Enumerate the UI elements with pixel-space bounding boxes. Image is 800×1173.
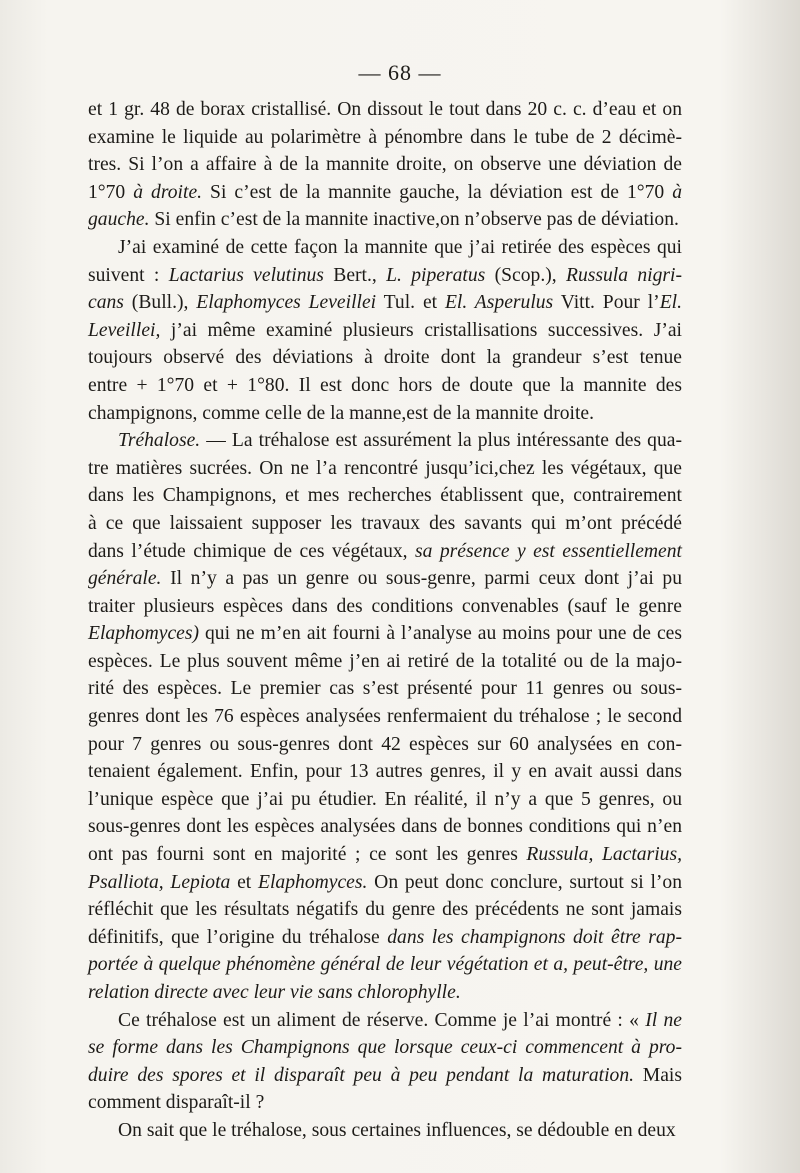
paragraph-dedouble <box>88 1117 682 1145</box>
text-line <box>88 1117 682 1145</box>
text-run: Bert., <box>323 264 387 286</box>
text-run: Si enfin c’est de la mannite inactive,on n’observe pas de déviation. <box>149 209 679 231</box>
text-line <box>88 1089 682 1117</box>
text-run: et <box>230 871 259 893</box>
italic-text: se forme dans les Champignons que lorsque ceux-ci commencent à pro- <box>88 1037 682 1059</box>
italic-text: Tréhalose. <box>118 430 201 452</box>
italic-text: El. Asperulus <box>444 292 554 314</box>
italic-text: cans <box>88 292 124 314</box>
text-run: champignons, comme celle de la manne,est de la mannite droite. <box>88 402 594 424</box>
italic-text: à <box>672 181 683 203</box>
text-run: On sait que le tréhalose, sous certaines influences, se dédouble en deux <box>118 1119 676 1141</box>
text-line <box>88 924 682 952</box>
text-line <box>88 344 682 372</box>
italic-text: Russula nigri- <box>565 264 683 286</box>
italic-text: Lactarius velutinus <box>168 264 324 286</box>
italic-text: Leveillei, <box>88 319 161 341</box>
text-run: Tul. et <box>376 292 445 314</box>
text-run: j’ai même examiné plusieurs cristallisations successives. J’ai <box>160 319 682 341</box>
text-line <box>88 317 682 345</box>
text-line <box>88 400 682 428</box>
italic-text: sa présence y est essentiellement <box>415 540 682 562</box>
italic-text: à droite. <box>133 181 203 203</box>
text-run: définitifs, que l’origine du tréhalose <box>88 926 388 948</box>
text-line <box>88 289 682 317</box>
text-run: genres dont les 76 espèces analysées renfermaient du tréhalose ; le second <box>88 706 682 728</box>
paragraph-reserve <box>88 1007 682 1117</box>
page-number: — 68 — <box>358 60 442 85</box>
text-run: dans les Champignons, et mes recherches établissent que, contrairement <box>88 485 682 507</box>
text-run: toujours observé des déviations à droite dont la grandeur s’est tenue <box>88 347 682 369</box>
text-run: — La tréhalose est assurément la plus intéressante des qua- <box>200 430 682 452</box>
text-run: J’ai examiné de cette façon la mannite que j’ai retirée des espèces qui <box>118 236 682 258</box>
text-line <box>88 179 682 207</box>
text-run: Vitt. Pour l’ <box>553 292 660 314</box>
italic-text: duire des spores et il disparaît peu à peu pendant la maturation. <box>88 1064 635 1086</box>
text-line <box>88 1062 682 1090</box>
italic-text: Il ne <box>645 1009 682 1031</box>
italic-text: portée à quelque phénomène général de leur végétation et a, peut-être, une <box>88 954 682 976</box>
text-line <box>88 1007 682 1035</box>
text-run: (Bull.), <box>123 292 197 314</box>
text-run: espèces. Le plus souvent même j’en ai retiré de la totalité ou de la majo- <box>88 650 682 672</box>
text-run: qui ne m’en ait fourni à l’analyse au moins pour une de ces <box>199 623 682 645</box>
italic-text: L. piperatus <box>386 264 486 286</box>
text-line <box>88 675 682 703</box>
text-run: Mais <box>634 1064 682 1086</box>
text-line <box>88 758 682 786</box>
text-line <box>88 979 682 1007</box>
text-line <box>88 234 682 262</box>
text-line <box>88 510 682 538</box>
text-run: entre + 1°70 et + 1°80. Il est donc hors de doute que la mannite des <box>88 374 682 396</box>
text-run: Il n’y a pas un genre ou sous-genre, parmi ceux dont j’ai pu <box>161 568 682 590</box>
text-run: Ce tréhalose est un aliment de réserve. Comme je l’ai montré : « <box>118 1009 646 1031</box>
text-line <box>88 703 682 731</box>
text-run: et 1 gr. 48 de borax cristallisé. On dissout le tout dans 20 c. c. d’eau et on <box>88 99 682 120</box>
text-line <box>88 786 682 814</box>
text-line <box>88 841 682 869</box>
text-line <box>88 813 682 841</box>
text-run: dans l’étude chimique de ces végétaux, <box>88 540 416 562</box>
text-run: (Scop.), <box>485 264 566 286</box>
text-run: traiter plusieurs espèces dans des conditions convenables (sauf le genre <box>88 595 682 617</box>
text-line <box>88 1034 682 1062</box>
paragraph-borax <box>88 96 682 234</box>
text-run: à ce que laissaient supposer les travaux des savants qui m’ont précédé <box>88 512 682 534</box>
text-run: sous-genres dont les espèces analysées dans de bonnes conditions qui n’en <box>88 816 682 838</box>
text-line <box>88 206 682 234</box>
text-run: On peut donc conclure, surtout si l’on <box>367 871 683 893</box>
italic-text: Russula, Lactarius, <box>526 844 682 866</box>
text-line <box>88 565 682 593</box>
text-run: réfléchit que les résultats négatifs du genre des précédents ne sont jamais <box>88 899 682 921</box>
text-run: pour 7 genres ou sous-genres dont 42 espèces sur 60 analysées en con- <box>88 733 682 755</box>
text-run: l’unique espèce que j’ai pu étudier. En réalité, il n’y a que 5 genres, ou <box>88 788 682 810</box>
text-line <box>88 427 682 455</box>
paragraph-trehalose <box>88 427 682 1006</box>
italic-text: Psalliota, Lepiota <box>88 871 231 893</box>
text-run: 1°70 <box>88 181 134 203</box>
text-run: tenaient également. Enfin, pour 13 autres genres, il y en avait aussi dans <box>88 761 682 783</box>
text-run: Si c’est de la mannite gauche, la déviation est de 1°70 <box>202 181 673 203</box>
text-line <box>88 262 682 290</box>
text-run: ont pas fourni sont en majorité ; ce sont les genres <box>88 844 527 866</box>
paragraph-mannite <box>88 234 682 427</box>
italic-text: Elaphomyces) <box>88 623 199 645</box>
text-run: examine le liquide au polarimètre à pénombre dans le tube de 2 décimè- <box>88 126 682 148</box>
text-line <box>88 96 682 124</box>
text-run: tre matières sucrées. On ne l’a rencontré jusqu’ici,chez les végétaux, que <box>88 457 682 479</box>
text-line <box>88 731 682 759</box>
italic-text: relation directe avec leur vie sans chlorophylle. <box>88 982 461 1003</box>
text-line <box>88 620 682 648</box>
text-line <box>88 455 682 483</box>
italic-text: Elaphomyces Leveillei <box>196 292 377 314</box>
text-run: comment disparaît-il ? <box>88 1092 265 1114</box>
text-line <box>88 951 682 979</box>
text-run: rité des espèces. Le premier cas s’est présenté pour 11 genres ou sous- <box>88 678 682 700</box>
text-line <box>88 593 682 621</box>
italic-text: gauche. <box>88 209 150 231</box>
text-line <box>88 372 682 400</box>
text-line <box>88 124 682 152</box>
text-line <box>88 869 682 897</box>
text-line <box>88 538 682 566</box>
italic-text: générale. <box>88 568 162 590</box>
body-text <box>88 96 682 1145</box>
text-run: suivent : <box>88 264 169 286</box>
italic-text: El. <box>659 292 682 314</box>
italic-text: dans les champignons doit être rap- <box>387 926 682 948</box>
text-line <box>88 482 682 510</box>
italic-text: Elaphomyces. <box>258 871 368 893</box>
text-run: tres. Si l’on a affaire à de la mannite droite, on observe une déviation de <box>88 154 682 176</box>
text-line <box>88 648 682 676</box>
text-line <box>88 896 682 924</box>
text-line <box>88 151 682 179</box>
